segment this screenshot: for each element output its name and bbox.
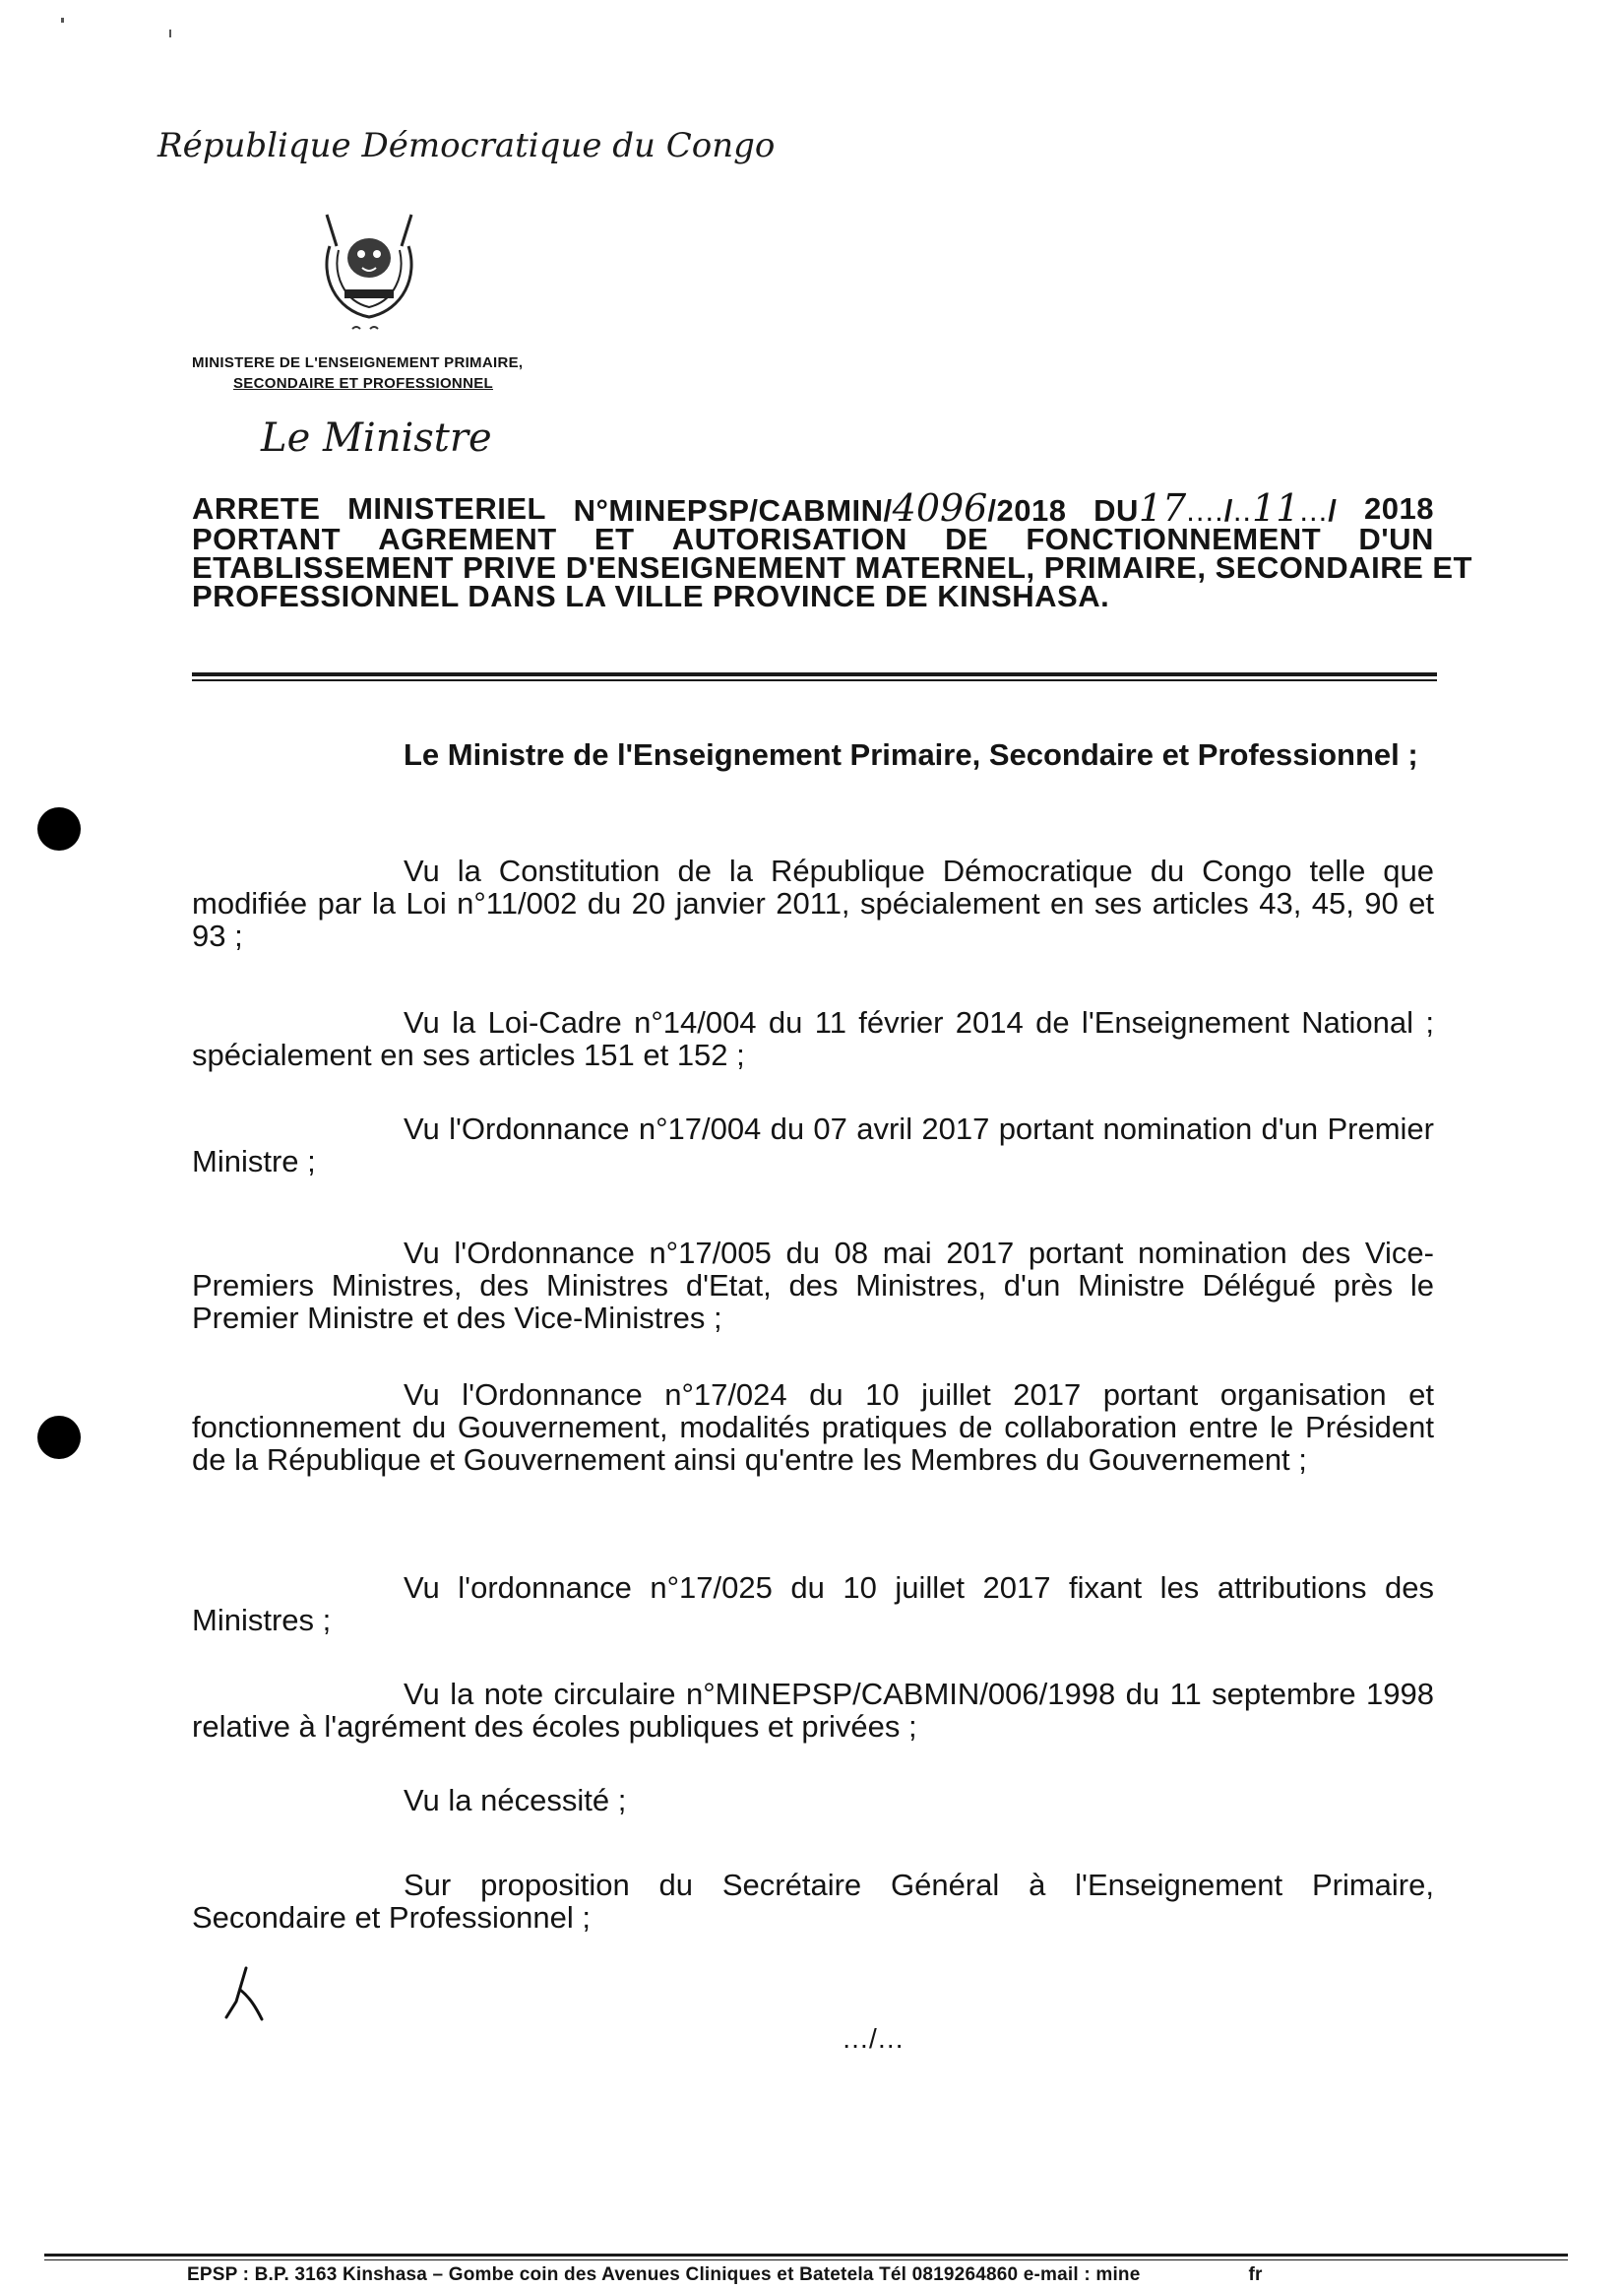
title-word: ARRETE — [192, 491, 321, 526]
paragraph-ordonnance-005: Vu l'Ordonnance n°17/005 du 08 mai 2017 portant nomination des Vice-Premiers Ministres, des Ministres d'Etat, des Ministres, d'un Ministre Délégué près le Premier Ministre et des Vice-Ministres ; — [192, 1236, 1434, 1335]
handwritten-month: 11 — [1252, 486, 1300, 530]
title-line-2 — [192, 522, 1434, 556]
footer-tail: fr — [1248, 2264, 1263, 2285]
title-line-4: PROFESSIONNEL DANS LA VILLE PROVINCE DE KINSHASA. — [192, 579, 1110, 613]
handwritten-initial-mark — [217, 1964, 276, 2023]
title-word: PORTANT — [192, 522, 342, 556]
date-year: 2018 — [1364, 491, 1434, 526]
title-line-3: ETABLISSEMENT PRIVE D'ENSEIGNEMENT MATERNEL, PRIMAIRE, SECONDAIRE ET — [192, 550, 1472, 585]
handwritten-number: 4096 — [892, 486, 988, 530]
ministry-block — [192, 352, 523, 394]
continuation-mark: …/… — [842, 2023, 905, 2054]
arrete-title — [192, 486, 1472, 613]
paragraph-constitution: Vu la Constitution de la République Démocratique du Congo telle que modifiée par la Loi n°11/002 du 20 janvier 2011, spécialement en ses articles 43, 45, 90 et 93 ; — [192, 854, 1434, 953]
title-line-1 — [192, 486, 1434, 530]
paragraph-necessite: Vu la nécessité ; — [404, 1783, 627, 1817]
hole-punch-mark — [37, 1416, 81, 1459]
paragraph-note-circulaire: Vu la note circulaire n°MINEPSP/CABMIN/006/1998 du 11 septembre 1998 relative à l'agrément des écoles publiques et privées ; — [192, 1677, 1434, 1744]
handwritten-day: 17 — [1138, 486, 1187, 530]
republic-heading: République Démocratique du Congo — [157, 126, 776, 165]
paragraph-loi-cadre: Vu la Loi-Cadre n°14/004 du 11 février 2014 de l'Enseignement National ; spécialement en ses articles 151 et 152 ; — [192, 1005, 1434, 1072]
date-field: DU17..../..11.../ — [1093, 486, 1338, 530]
ministry-line-2: SECONDAIRE ET PROFESSIONNEL — [233, 375, 493, 392]
footer-rule — [44, 2254, 1568, 2257]
title-word: D'UN — [1358, 522, 1434, 556]
title-word: MINISTERIEL — [347, 491, 546, 526]
ministry-line-1: MINISTERE DE L'ENSEIGNEMENT PRIMAIRE, — [192, 354, 524, 371]
title-rule — [192, 672, 1437, 676]
paragraph-ordonnance-024: Vu l'Ordonnance n°17/024 du 10 juillet 2017 portant organisation et fonctionnement du Gouvernement, modalités pratiques de collaboration entre le Président de la République et Gouvernement ainsi qu'entre les Membres du Gouvernement ; — [192, 1377, 1434, 1477]
paragraph-ordonnance-025: Vu l'ordonnance n°17/025 du 10 juillet 2017 fixant les attributions des Ministres ; — [192, 1570, 1434, 1637]
title-rule-thin — [192, 679, 1437, 681]
footer-text: EPSP : B.P. 3163 Kinshasa – Gombe coin des Avenues Cliniques et Batetela Tél 0819264860 e-mail : mine — [187, 2264, 1141, 2285]
footer-address — [187, 2264, 1263, 2286]
title-word: FONCTIONNEMENT — [1026, 522, 1322, 556]
footer-rule-thin — [44, 2259, 1568, 2260]
le-ministre-heading: Le Ministre — [261, 415, 492, 461]
scan-speck — [169, 30, 171, 37]
title-word: DE — [945, 522, 989, 556]
paragraph-ordonnance-004: Vu l'Ordonnance n°17/004 du 07 avril 2017 portant nomination d'un Premier Ministre ; — [192, 1112, 1434, 1178]
intro-paragraph: Le Ministre de l'Enseignement Primaire, Secondaire et Professionnel ; — [404, 737, 1418, 772]
paragraph-proposition: Sur proposition du Secrétaire Général à l'Enseignement Primaire, Secondaire et Professionnel ; — [192, 1868, 1434, 1935]
title-word: AGREMENT — [378, 522, 557, 556]
coat-of-arms-emblem — [305, 207, 433, 335]
title-word: ET — [593, 522, 635, 556]
reference-number: N°MINEPSP/CABMIN/4096/2018 — [573, 486, 1067, 530]
hole-punch-mark — [37, 807, 81, 851]
scan-speck — [61, 18, 64, 23]
title-word: AUTORISATION — [671, 522, 907, 556]
